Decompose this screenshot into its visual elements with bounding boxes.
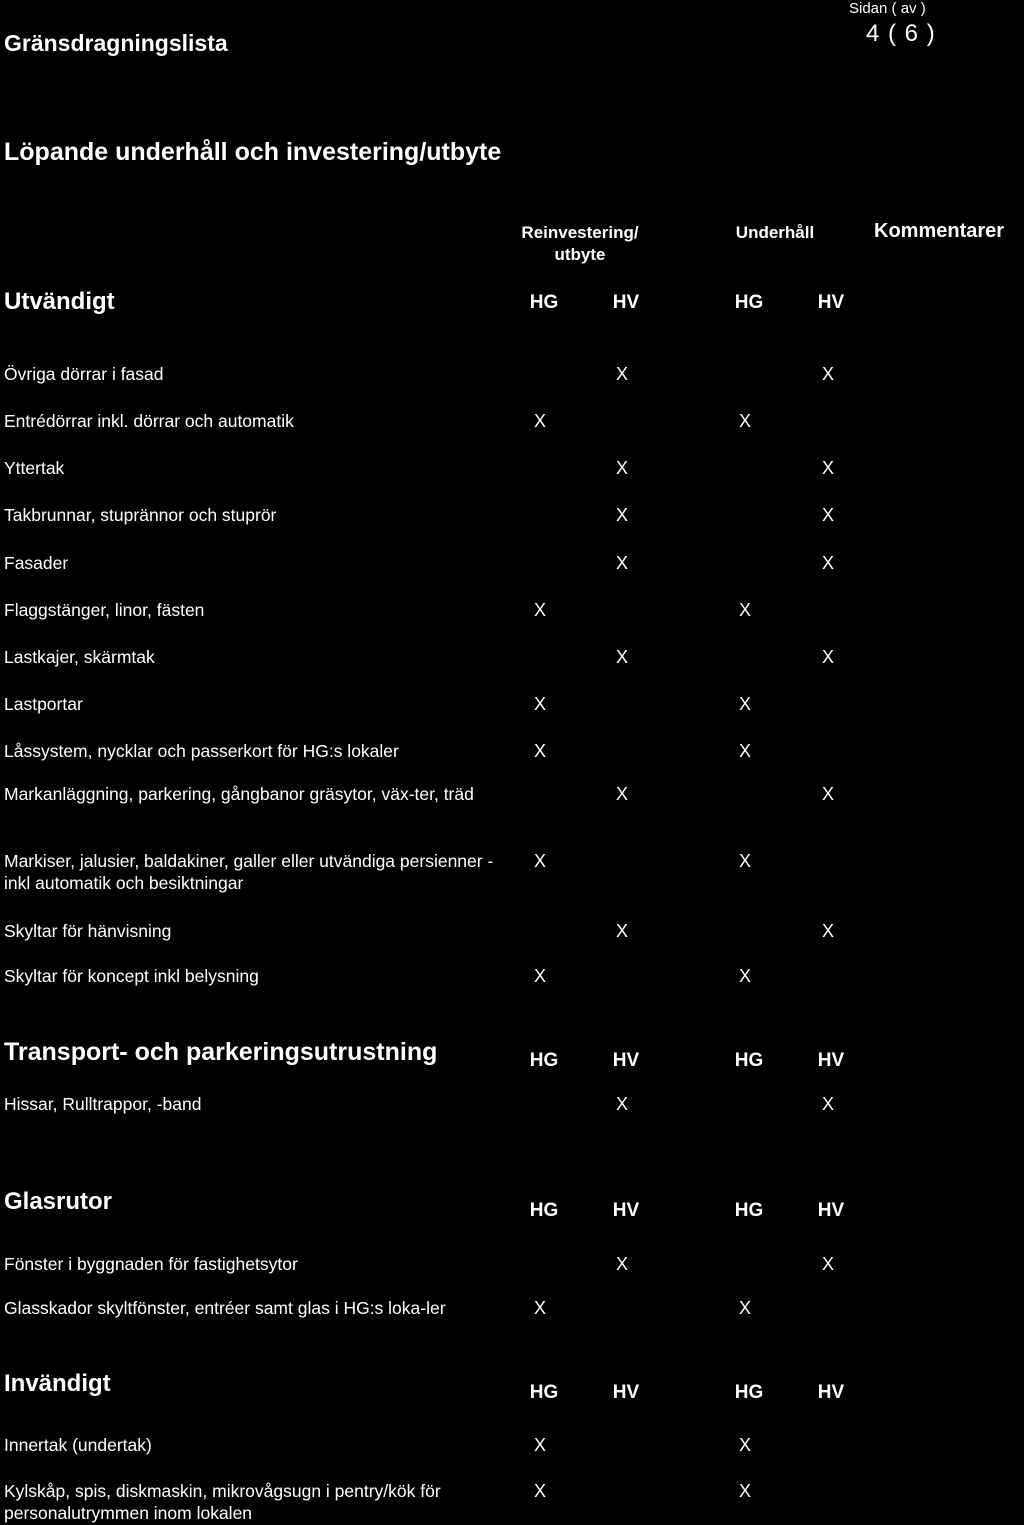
row-label: Markanläggning, parkering, gångbanor gräsytor, väx-ter, träd (4, 784, 474, 804)
row-label: Entrédörrar inkl. dörrar och automatik (4, 411, 294, 431)
x-mark: X (738, 694, 751, 714)
row-label: Lastportar (4, 694, 83, 714)
row-label: Innertak (undertak) (4, 1435, 152, 1455)
x-mark: X (821, 1254, 834, 1274)
x-mark: X (821, 458, 834, 478)
row-label: Övriga dörrar i fasad (4, 364, 164, 384)
row-label: Kylskåp, spis, diskmaskin, mikrovågsugn i pentry/kök för personalutrymmen inom lokalen (4, 1481, 441, 1523)
x-mark: X (738, 851, 751, 871)
x-mark: X (533, 411, 546, 431)
section-title: Transport- och parkeringsutrustning (4, 1038, 438, 1066)
row-label: Skyltar för koncept inkl belysning (4, 966, 259, 986)
x-mark: X (615, 505, 628, 525)
subcolumn-header: HG (529, 292, 559, 313)
subcolumn-header: HV (817, 1382, 845, 1403)
x-mark: X (533, 600, 546, 620)
x-mark: X (738, 1481, 751, 1501)
x-mark: X (821, 784, 834, 804)
subcolumn-header: HG (529, 1382, 559, 1403)
section-title: Utvändigt (4, 288, 115, 315)
subcolumn-header: HG (734, 1200, 764, 1221)
document-title: Gränsdragningslista (4, 30, 228, 56)
x-mark: X (615, 553, 628, 573)
x-mark: X (615, 921, 628, 941)
subcolumn-header: HV (612, 1050, 640, 1071)
subcolumn-header: HV (612, 292, 640, 313)
column-header-reinvestering: Reinvestering/ utbyte (521, 223, 639, 264)
x-mark: X (738, 966, 751, 986)
x-mark: X (821, 364, 834, 384)
x-mark: X (738, 741, 751, 761)
row-label: Flaggstänger, linor, fästen (4, 600, 205, 620)
subcolumn-header: HG (529, 1050, 559, 1071)
x-mark: X (533, 1481, 546, 1501)
main-heading: Löpande underhåll och investering/utbyte (4, 138, 502, 166)
column-header-kommentarer: Kommentarer (874, 220, 1005, 242)
column-header-underhall: Underhåll (735, 223, 815, 242)
x-mark: X (738, 1298, 751, 1318)
page-label: Sidan ( av ) (849, 0, 926, 17)
subcolumn-header: HV (817, 292, 845, 313)
x-mark: X (738, 1435, 751, 1455)
x-mark: X (533, 1435, 546, 1455)
x-mark: X (821, 505, 834, 525)
row-label: Fasader (4, 553, 69, 573)
x-mark: X (615, 1254, 628, 1274)
x-mark: X (821, 1094, 834, 1114)
x-mark: X (615, 1094, 628, 1114)
row-label: Hissar, Rulltrappor, -band (4, 1094, 202, 1114)
subcolumn-header: HV (612, 1200, 640, 1221)
x-mark: X (615, 364, 628, 384)
x-mark: X (615, 647, 628, 667)
row-label: Låssystem, nycklar och passerkort för HG:s lokaler (4, 741, 399, 761)
x-mark: X (533, 741, 546, 761)
row-label: Lastkajer, skärmtak (4, 647, 155, 667)
row-label: Fönster i byggnaden för fastighetsytor (4, 1254, 298, 1274)
x-mark: X (533, 966, 546, 986)
x-mark: X (738, 600, 751, 620)
row-label: Glasskador skyltfönster, entréer samt glas i HG:s loka-ler (4, 1298, 446, 1318)
x-mark: X (821, 647, 834, 667)
subcolumn-header: HG (529, 1200, 559, 1221)
page-number: 4 ( 6 ) (866, 20, 936, 47)
x-mark: X (533, 851, 546, 871)
row-label: Skyltar för hänvisning (4, 921, 172, 941)
subcolumn-header: HG (734, 292, 764, 313)
subcolumn-header: HV (817, 1200, 845, 1221)
row-label: Markiser, jalusier, baldakiner, galler eller utvändiga persienner - inkl automatik och besiktningar (4, 851, 494, 893)
subcolumn-header: HV (817, 1050, 845, 1071)
row-label: Yttertak (4, 458, 65, 478)
x-mark: X (533, 694, 546, 714)
subcolumn-header: HG (734, 1382, 764, 1403)
section-title: Invändigt (4, 1370, 111, 1397)
x-mark: X (615, 784, 628, 804)
x-mark: X (738, 411, 751, 431)
subcolumn-header: HV (612, 1382, 640, 1403)
row-label: Takbrunnar, stuprännor och stuprör (4, 505, 277, 525)
section-title: Glasrutor (4, 1188, 113, 1215)
subcolumn-header: HG (734, 1050, 764, 1071)
x-mark: X (821, 553, 834, 573)
x-mark: X (533, 1298, 546, 1318)
x-mark: X (615, 458, 628, 478)
x-mark: X (821, 921, 834, 941)
